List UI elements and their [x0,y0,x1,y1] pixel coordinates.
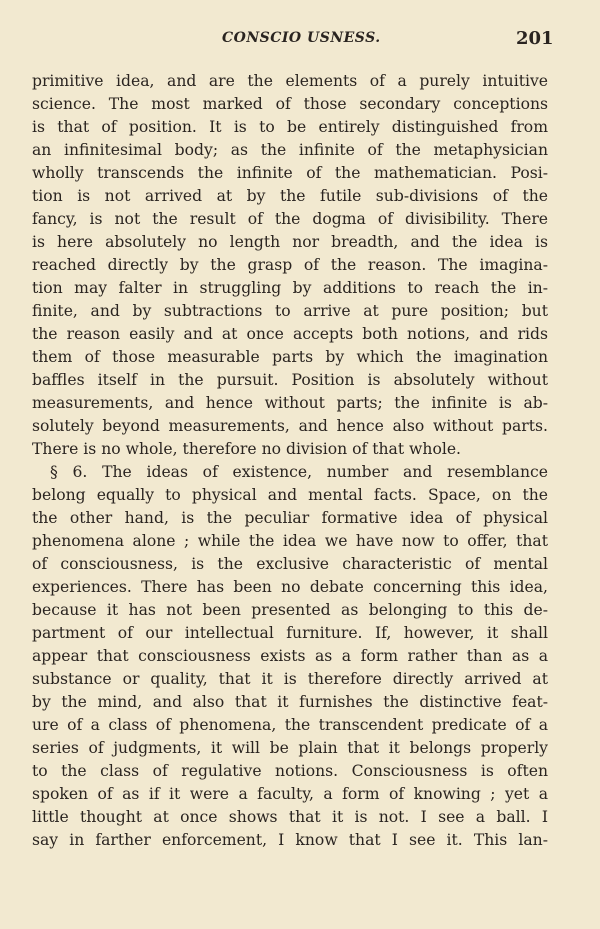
text-line: little thought at once shows that it is not. I see a ball. I [32,808,548,826]
text-line: the other hand, is the peculiar formative idea of physical [32,509,548,527]
text-line: belong equally to physical and mental facts. Space, on the [32,486,548,504]
text-line: experiences. There has been no debate concerning this idea, [32,578,548,596]
text-line: appear that consciousness exists as a form rather than as a [32,647,548,665]
text-line: tion may falter in struggling by additions to reach the in- [32,279,548,297]
text-line: solutely beyond measurements, and hence also without parts. [32,417,548,435]
text-line: There is no whole, therefore no division of that whole. [32,440,462,458]
running-title: CONSCIO USNESS. [222,30,381,46]
text-line: spoken of as if it were a faculty, a form of knowing ; yet a [32,785,548,803]
text-line: § 6. The ideas of existence, number and resemblance [50,463,548,481]
text-line: series of judgments, it will be plain that it belongs properly [32,739,548,757]
text-line: by the mind, and also that it furnishes the distinctive feat- [32,693,548,711]
text-line: fancy, is not the result of the dogma of divisibility. There [32,210,548,228]
text-line: ure of a class of phenomena, the transcendent predicate of a [32,716,548,734]
text-line: the reason easily and at once accepts both notions, and rids [32,325,548,343]
text-line: science. The most marked of those secondary conceptions [32,95,548,113]
text-line: primitive idea, and are the elements of a purely intuitive [32,72,548,90]
text-line: to the class of regulative notions. Consciousness is often [32,762,548,780]
text-line: measurements, and hence without parts; the infinite is ab- [32,394,548,412]
body-text [32,70,548,852]
text-line: them of those measurable parts by which the imagination [32,348,548,366]
text-line: of consciousness, is the exclusive characteristic of mental [32,555,548,573]
page-number: 201 [516,28,554,49]
text-line: reached directly by the grasp of the reason. The imagina- [32,256,548,274]
text-line: because it has not been presented as belonging to this de- [32,601,548,619]
text-line: wholly transcends the infinite of the mathematician. Posi- [32,164,548,182]
text-line: substance or quality, that it is therefore directly arrived at [32,670,548,688]
text-line: is that of position. It is to be entirely distinguished from [32,118,548,136]
page-header [0,28,600,52]
text-line: phenomena alone ; while the idea we have now to offer, that [32,532,548,550]
text-line: say in farther enforcement, I know that I see it. This lan- [32,831,548,849]
text-line: partment of our intellectual furniture. If, however, it shall [32,624,548,642]
text-line: finite, and by subtractions to arrive at pure position; but [32,302,548,320]
text-line: an infinitesimal body; as the infinite of the metaphysician [32,141,548,159]
text-line: is here absolutely no length nor breadth, and the idea is [32,233,548,251]
text-line: tion is not arrived at by the futile sub-divisions of the [32,187,548,205]
text-line: baffles itself in the pursuit. Position is absolutely without [32,371,548,389]
